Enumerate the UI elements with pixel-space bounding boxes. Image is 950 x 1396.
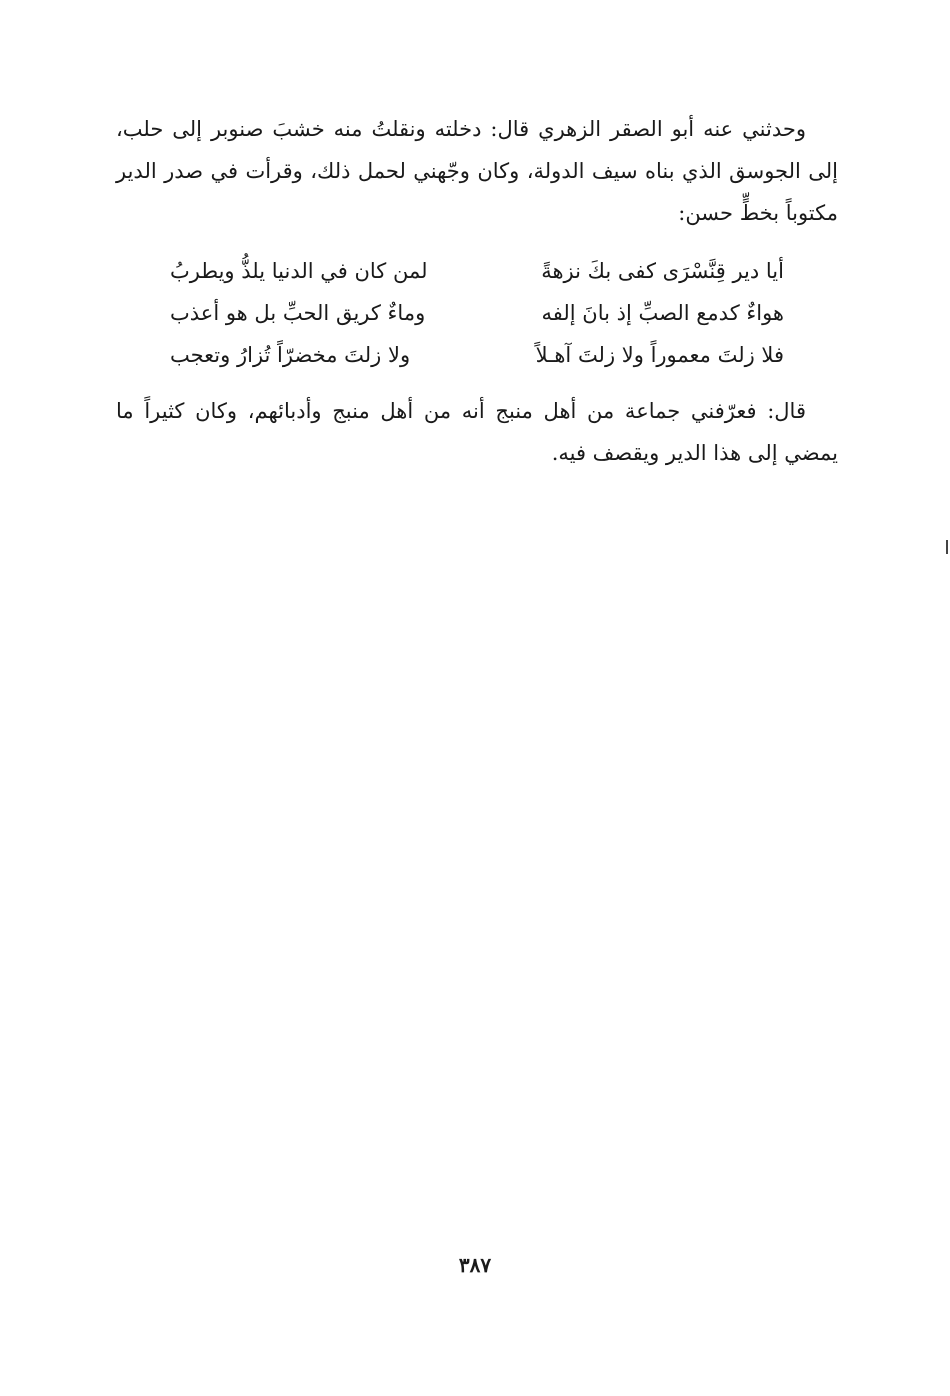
poem-verse [170,292,784,334]
verse-first-hemistich: هواءٌ كدمع الصبِّ إذ بانَ إلفه [541,301,784,325]
verse-first-hemistich: فلا زلتَ معموراً ولا زلتَ آهـلاً [535,343,784,367]
page-number: ٣٨٧ [458,1253,492,1277]
paragraph-intro: وحدثني عنه أبو الصقر الزهري قال: دخلته ونقلتُ منه خشبَ صنوبر إلى حلب، إلى الجوسق الذي بناه سيف الدولة، وكان وجّهني لحمل ذلك، وقرأت في صدر الدير مكتوباً بخطٍّ حسن: [116,117,838,225]
poem-verse [170,334,784,376]
poem [170,250,784,376]
verse-second-hemistich: لمن كان في الدنيا يلذُّ ويطربُ [170,259,428,283]
margin-mark [946,540,948,554]
verse-first-hemistich: أيا دير قِنَّسْرَى كفى بكَ نزهةً [541,259,784,283]
paragraph-closing: قال: فعرّفني جماعة من أهل منبج أنه من أهل منبج وأدبائهم، وكان كثيراً ما يمضي إلى هذا الدير ويقصف فيه. [116,399,838,465]
poem-verse [170,250,784,292]
verse-second-hemistich: وماءٌ كريق الحبِّ بل هو أعذب [170,301,426,325]
verse-second-hemistich: ولا زلتَ مخضرّاً تُزارُ وتعجب [170,343,411,367]
